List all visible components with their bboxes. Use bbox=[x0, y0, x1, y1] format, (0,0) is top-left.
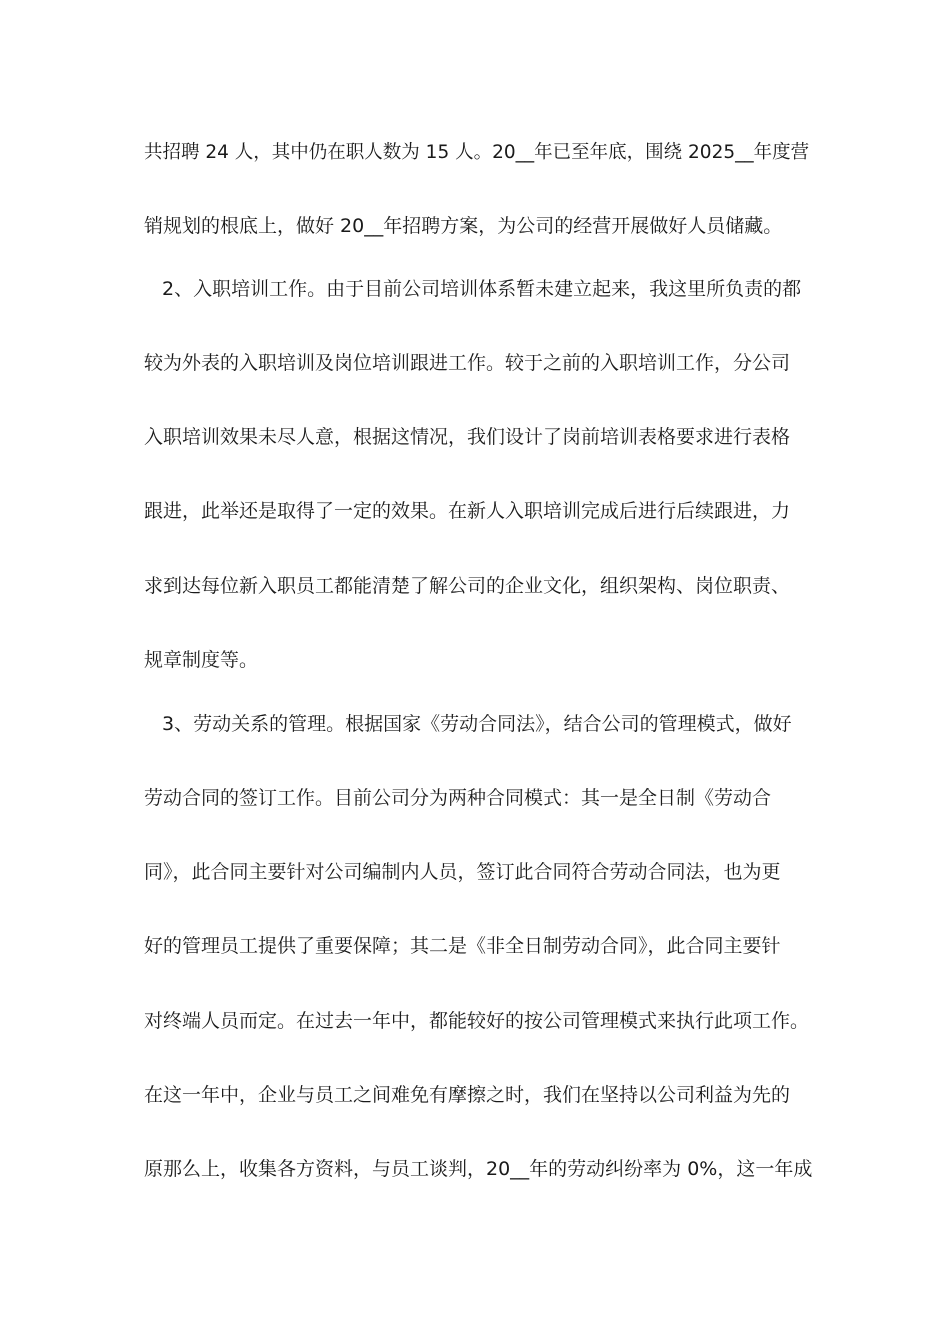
text-line: 销规划的根底上，做好 20__年招聘方案，为公司的经营开展做好人员储藏。 bbox=[144, 215, 783, 237]
text-line: 规章制度等。 bbox=[144, 649, 259, 671]
text-line: 原那么上，收集各方资料，与员工谈判，20__年的劳动纠纷率为 0%，这一年成 bbox=[144, 1158, 813, 1180]
text-line: 跟进，此举还是取得了一定的效果。在新人入职培训完成后进行后续跟进，力 bbox=[144, 500, 791, 522]
text-line: 劳动合同的签订工作。目前公司分为两种合同模式：其一是全日制《劳动合 bbox=[144, 787, 772, 809]
text-line: 3、劳动关系的管理。根据国家《劳动合同法》，结合公司的管理模式，做好 bbox=[162, 713, 792, 735]
text-line: 在这一年中，企业与员工之间难免有摩擦之时，我们在坚持以公司利益为先的 bbox=[144, 1084, 791, 1106]
text-line: 共招聘 24 人，其中仍在职人数为 15 人。20__年已至年底，围绕 2025__年度营 bbox=[144, 142, 810, 163]
text-line: 2、入职培训工作。由于目前公司培训体系暂未建立起来，我这里所负责的都 bbox=[162, 278, 802, 300]
text-line: 较为外表的入职培训及岗位培训跟进工作。较于之前的入职培训工作，分公司 bbox=[144, 352, 791, 374]
text-line: 入职培训效果未尽人意，根据这情况，我们设计了岗前培训表格要求进行表格 bbox=[144, 426, 791, 448]
text-line: 求到达每位新入职员工都能清楚了解公司的企业文化，组织架构、岗位职责、 bbox=[144, 575, 791, 597]
text-line: 好的管理员工提供了重要保障；其二是《非全日制劳动合同》，此合同主要针 bbox=[144, 935, 781, 957]
text-line: 对终端人员而定。在过去一年中，都能较好的按公司管理模式来执行此项工作。 bbox=[144, 1010, 810, 1032]
text-line: 同》，此合同主要针对公司编制内人员，签订此合同符合劳动合同法，也为更 bbox=[144, 861, 781, 883]
